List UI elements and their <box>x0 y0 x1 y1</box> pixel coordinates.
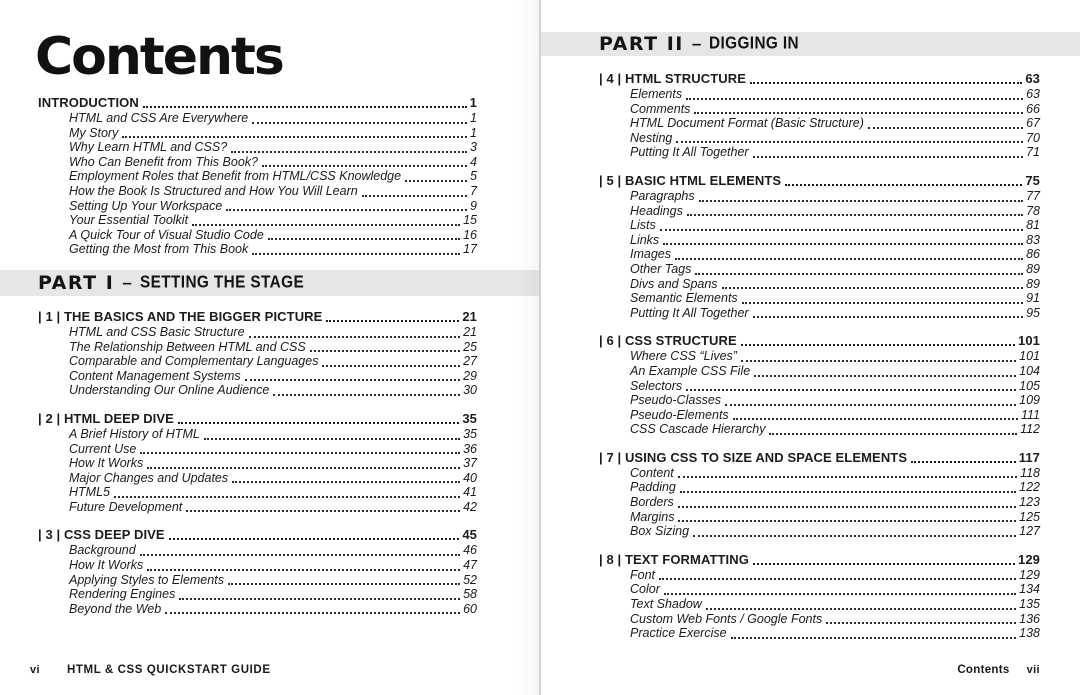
item-page-number: 127 <box>1019 524 1040 539</box>
item-label: Practice Exercise <box>630 626 727 641</box>
item-page-number: 35 <box>463 426 477 441</box>
toc-chapter-row <box>599 71 1040 86</box>
part-banner <box>541 32 1080 56</box>
item-page-number: 60 <box>463 601 477 616</box>
dot-leader <box>680 491 1016 493</box>
item-label: Content <box>630 465 674 480</box>
chapter-page-number: 63 <box>1025 71 1040 86</box>
item-label: Why Learn HTML and CSS? <box>69 140 228 155</box>
item-label: Borders <box>630 495 674 510</box>
item-page-number: 111 <box>1020 407 1040 422</box>
toc-item-row <box>38 325 477 340</box>
dot-leader <box>249 336 461 338</box>
right-page-sections <box>599 32 1040 641</box>
dot-leader <box>693 535 1016 537</box>
item-label: Nesting <box>630 130 673 145</box>
item-page-number: 123 <box>1019 495 1040 510</box>
toc-item-row <box>38 471 477 486</box>
dot-leader <box>911 461 1016 463</box>
item-page-number: 136 <box>1019 611 1040 626</box>
toc-item-row <box>38 383 477 398</box>
dot-leader <box>741 344 1015 346</box>
chapter-label: | 1 | THE BASICS AND THE BIGGER PICTURE <box>38 308 323 324</box>
toc-chapter <box>599 173 1040 320</box>
toc-item-row <box>38 602 477 617</box>
toc-chapter-row <box>599 450 1040 465</box>
dot-leader <box>147 467 460 469</box>
toc-item-row <box>38 199 477 214</box>
item-page-number: 17 <box>463 242 477 257</box>
dot-leader <box>686 389 1016 391</box>
item-label: Your Essential Toolkit <box>69 213 189 228</box>
toc-chapter-row <box>38 309 477 324</box>
item-page-number: 37 <box>463 456 477 471</box>
toc-item-row <box>599 102 1040 117</box>
item-page-number: 1 <box>470 125 477 140</box>
toc-item-row <box>38 228 477 243</box>
item-label: HTML and CSS Are Everywhere <box>69 111 249 125</box>
dot-leader <box>192 224 460 226</box>
item-label: Margins <box>630 509 675 524</box>
dot-leader <box>362 195 467 197</box>
item-page-number: 16 <box>463 227 477 242</box>
chapter-label: | 8 | TEXT FORMATTING <box>599 551 749 567</box>
dot-leader <box>326 320 459 322</box>
dot-leader <box>706 608 1016 610</box>
item-page-number: 81 <box>1026 218 1040 233</box>
item-page-number: 36 <box>463 441 477 456</box>
item-label: Pseudo-Elements <box>630 407 729 422</box>
item-page-number: 63 <box>1026 87 1040 101</box>
chapter-label: | 6 | CSS STRUCTURE <box>599 333 737 349</box>
item-label: Where CSS “Lives” <box>630 349 737 364</box>
toc-item-row <box>599 131 1040 146</box>
item-page-number: 89 <box>1026 276 1040 291</box>
left-footer-book-title: HTML & CSS QUICKSTART GUIDE <box>66 664 271 676</box>
toc-item-row <box>38 500 477 515</box>
toc-item-row <box>599 291 1040 306</box>
toc-item-row <box>599 145 1040 160</box>
chapter-label: | 4 | HTML STRUCTURE <box>599 71 746 86</box>
dot-leader <box>322 365 460 367</box>
toc-item-row <box>599 422 1040 437</box>
item-label: The Relationship Between HTML and CSS <box>69 339 306 354</box>
item-page-number: 89 <box>1026 261 1040 276</box>
left-footer-page-number: vi <box>30 664 40 676</box>
dot-leader <box>753 156 1024 158</box>
dot-leader <box>699 200 1023 202</box>
dot-leader <box>742 302 1023 304</box>
chapter-page-number: 117 <box>1018 449 1040 465</box>
dot-leader <box>179 598 460 600</box>
item-page-number: 95 <box>1026 305 1040 320</box>
dot-leader <box>232 481 460 483</box>
dot-leader <box>660 229 1023 231</box>
item-page-number: 83 <box>1026 232 1040 247</box>
dot-leader <box>310 350 460 352</box>
chapter-label: | 5 | BASIC HTML ELEMENTS <box>599 172 782 188</box>
right-page <box>541 0 1080 695</box>
part-label: PART II <box>599 33 684 55</box>
chapter-label: | 7 | USING CSS TO SIZE AND SPACE ELEMENTS <box>599 449 908 465</box>
dot-leader <box>785 184 1022 186</box>
left-page <box>0 0 539 695</box>
dot-leader <box>143 106 467 108</box>
toc-item-row <box>599 233 1040 248</box>
toc-chapter <box>599 552 1040 641</box>
item-label: Divs and Spans <box>630 276 718 291</box>
item-label: Lists <box>630 218 656 233</box>
dot-leader <box>114 496 460 498</box>
part-title: SETTING THE STAGE <box>139 272 304 292</box>
dot-leader <box>753 563 1015 565</box>
item-label: Headings <box>630 203 683 218</box>
dot-leader <box>659 578 1016 580</box>
toc-item-row <box>599 379 1040 394</box>
item-page-number: 101 <box>1019 349 1040 364</box>
dot-leader <box>165 612 460 614</box>
item-page-number: 9 <box>470 198 477 213</box>
dot-leader <box>687 214 1023 216</box>
item-label: Comments <box>630 101 691 116</box>
toc-item-row <box>599 466 1040 481</box>
item-page-number: 52 <box>463 572 477 587</box>
dot-leader <box>228 583 460 585</box>
dot-leader <box>753 316 1024 318</box>
item-page-number: 70 <box>1026 130 1040 145</box>
dot-leader <box>140 452 460 454</box>
toc-item-row <box>38 587 477 602</box>
item-page-number: 5 <box>470 169 477 184</box>
toc-item-row <box>599 568 1040 583</box>
toc-item-row <box>599 218 1040 233</box>
item-page-number: 42 <box>463 499 477 514</box>
item-label: HTML5 <box>69 485 110 500</box>
toc-item-row <box>38 442 477 457</box>
right-page-footer <box>957 664 1040 676</box>
chapter-page-number: 101 <box>1018 333 1040 349</box>
item-label: Text Shadow <box>630 597 702 612</box>
item-label: Setting Up Your Workspace <box>69 198 223 213</box>
contents-title: Contents <box>35 27 283 87</box>
item-label: CSS Cascade Hierarchy <box>630 422 766 437</box>
item-label: Major Changes and Updates <box>69 470 229 485</box>
item-label: Other Tags <box>630 261 692 276</box>
toc-chapter <box>599 71 1040 160</box>
dot-leader <box>722 287 1024 289</box>
dot-leader <box>733 418 1018 420</box>
toc-item-row <box>599 349 1040 364</box>
item-page-number: 58 <box>463 587 477 602</box>
dot-leader <box>826 622 1016 624</box>
toc-item-row <box>599 204 1040 219</box>
toc-item-row <box>599 612 1040 627</box>
toc-item-row <box>599 262 1040 277</box>
item-page-number: 40 <box>463 470 477 485</box>
item-page-number: 138 <box>1019 626 1040 641</box>
item-page-number: 21 <box>463 324 477 339</box>
toc-item-row <box>38 558 477 573</box>
item-label: Custom Web Fonts / Google Fonts <box>630 611 823 626</box>
item-label: Who Can Benefit from This Book? <box>69 154 258 169</box>
toc-item-row <box>599 626 1040 641</box>
right-footer-page-number: vii <box>1026 664 1040 676</box>
part-dash: – <box>691 34 702 53</box>
dot-leader <box>663 243 1023 245</box>
left-page-footer <box>30 664 271 676</box>
item-label: Elements <box>630 87 683 101</box>
item-label: Images <box>630 247 671 262</box>
item-label: How It Works <box>69 456 144 471</box>
toc-item-row <box>599 277 1040 292</box>
item-label: HTML and CSS Basic Structure <box>69 324 245 339</box>
item-page-number: 29 <box>463 368 477 383</box>
dot-leader <box>122 136 467 138</box>
part-title: DIGGING IN <box>709 33 800 53</box>
item-page-number: 41 <box>463 485 477 500</box>
toc-item-row <box>38 485 477 500</box>
item-page-number: 135 <box>1019 597 1040 612</box>
item-label: My Story <box>69 125 119 140</box>
dot-leader <box>678 476 1017 478</box>
dot-leader <box>741 360 1016 362</box>
left-page-sections <box>38 95 477 616</box>
toc-item-row <box>599 393 1040 408</box>
dot-leader <box>686 98 1023 100</box>
toc-chapter-row <box>38 95 477 110</box>
dot-leader <box>140 554 460 556</box>
toc-chapter <box>38 95 477 257</box>
toc-item-row <box>38 184 477 199</box>
item-page-number: 1 <box>470 111 477 125</box>
item-page-number: 112 <box>1020 422 1040 437</box>
dot-leader <box>226 209 467 211</box>
item-label: Beyond the Web <box>69 601 162 616</box>
toc-item-row <box>38 573 477 588</box>
toc-item-row <box>38 369 477 384</box>
dot-leader <box>731 637 1017 639</box>
dot-leader <box>725 404 1016 406</box>
item-label: Pseudo-Classes <box>630 393 722 408</box>
item-label: How the Book Is Structured and How You Will Learn <box>69 183 358 198</box>
toc-item-row <box>599 597 1040 612</box>
toc-chapter <box>599 333 1040 437</box>
part-dash: – <box>122 272 132 292</box>
toc-item-row <box>38 456 477 471</box>
item-label: Font <box>630 567 656 582</box>
item-page-number: 78 <box>1026 203 1040 218</box>
chapter-label: | 2 | HTML DEEP DIVE <box>38 410 174 426</box>
toc-chapter <box>38 309 477 398</box>
item-page-number: 109 <box>1019 393 1040 408</box>
chapter-page-number: 129 <box>1018 551 1040 567</box>
item-page-number: 4 <box>470 154 477 169</box>
toc-item-row <box>599 247 1040 262</box>
item-page-number: 129 <box>1019 567 1040 582</box>
item-label: Applying Styles to Elements <box>69 572 224 587</box>
toc-item-row <box>599 495 1040 510</box>
item-label: A Quick Tour of Visual Studio Code <box>69 227 264 242</box>
dot-leader <box>695 273 1023 275</box>
item-page-number: 30 <box>463 383 477 398</box>
toc-item-row <box>599 116 1040 131</box>
toc-item-row <box>38 126 477 141</box>
chapter-label: | 3 | CSS DEEP DIVE <box>38 527 165 543</box>
toc-chapter-row <box>599 173 1040 188</box>
item-page-number: 105 <box>1019 378 1040 393</box>
item-page-number: 67 <box>1026 116 1040 131</box>
toc-chapter <box>38 411 477 515</box>
dot-leader <box>204 438 460 440</box>
item-page-number: 71 <box>1026 145 1040 160</box>
item-page-number: 77 <box>1026 188 1040 203</box>
toc-item-row <box>38 427 477 442</box>
toc-item-row <box>599 524 1040 539</box>
toc-chapter-row <box>38 411 477 426</box>
item-page-number: 125 <box>1019 509 1040 524</box>
dot-leader <box>252 122 467 124</box>
item-label: Links <box>630 232 660 247</box>
item-page-number: 66 <box>1026 101 1040 116</box>
item-page-number: 134 <box>1019 582 1040 597</box>
dot-leader <box>268 238 460 240</box>
item-page-number: 7 <box>470 183 477 198</box>
toc-chapter <box>599 450 1040 539</box>
chapter-page-number: 21 <box>462 308 477 324</box>
item-label: Rendering Engines <box>69 587 176 602</box>
dot-leader <box>678 520 1016 522</box>
toc-item-row <box>38 169 477 184</box>
toc-item-row <box>599 582 1040 597</box>
item-page-number: 46 <box>463 543 477 558</box>
item-page-number: 47 <box>463 558 477 573</box>
dot-leader <box>169 538 460 540</box>
dot-leader <box>678 506 1016 508</box>
item-label: HTML Document Format (Basic Structure) <box>630 116 864 131</box>
toc-item-row <box>38 140 477 155</box>
dot-leader <box>675 258 1023 260</box>
toc-item-row <box>38 155 477 170</box>
item-label: Semantic Elements <box>630 291 738 306</box>
toc-item-row <box>38 213 477 228</box>
toc-item-row <box>38 543 477 558</box>
toc-item-row <box>38 340 477 355</box>
item-label: Comparable and Complementary Languages <box>69 354 319 369</box>
right-footer-section-label: Contents <box>957 664 1010 676</box>
dot-leader <box>178 422 459 424</box>
toc-item-row <box>599 364 1040 379</box>
item-page-number: 27 <box>463 354 477 369</box>
chapter-page-number: 75 <box>1025 172 1040 188</box>
toc-item-row <box>599 408 1040 423</box>
dot-leader <box>186 510 460 512</box>
toc-chapter-row <box>599 333 1040 348</box>
toc-item-row <box>599 480 1040 495</box>
chapter-page-number: 1 <box>469 95 477 110</box>
dot-leader <box>868 127 1023 129</box>
item-page-number: 15 <box>463 213 477 228</box>
item-label: Color <box>630 582 660 597</box>
dot-leader <box>664 593 1016 595</box>
item-label: Employment Roles that Benefit from HTML/CSS Knowledge <box>69 169 402 184</box>
dot-leader <box>262 165 467 167</box>
chapter-label: INTRODUCTION <box>38 95 139 110</box>
dot-leader <box>694 112 1023 114</box>
dot-leader <box>252 253 460 255</box>
item-page-number: 3 <box>470 140 477 155</box>
dot-leader <box>273 394 460 396</box>
item-label: Selectors <box>630 378 683 393</box>
item-label: Understanding Our Online Audience <box>69 383 270 398</box>
part-label: PART I <box>38 271 115 294</box>
item-page-number: 25 <box>463 339 477 354</box>
toc-chapter-row <box>38 527 477 542</box>
item-label: Padding <box>630 480 676 495</box>
item-label: Background <box>69 543 136 558</box>
toc-item-row <box>599 510 1040 525</box>
item-page-number: 86 <box>1026 247 1040 262</box>
item-label: Putting It All Together <box>630 145 749 160</box>
dot-leader <box>754 375 1016 377</box>
dot-leader <box>231 151 467 153</box>
item-label: An Example CSS File <box>630 363 751 378</box>
chapter-page-number: 35 <box>462 410 477 426</box>
item-label: Content Management Systems <box>69 368 241 383</box>
dot-leader <box>147 569 460 571</box>
item-label: How It Works <box>69 558 144 573</box>
item-page-number: 91 <box>1026 291 1040 306</box>
toc-chapter <box>38 527 477 616</box>
item-page-number: 118 <box>1020 465 1040 480</box>
dot-leader <box>245 379 460 381</box>
part-banner <box>0 270 539 296</box>
item-label: Paragraphs <box>630 188 695 203</box>
item-label: Getting the Most from This Book <box>69 242 249 257</box>
toc-item-row <box>38 242 477 257</box>
toc-item-row <box>599 189 1040 204</box>
toc-item-row <box>38 111 477 126</box>
item-label: Putting It All Together <box>630 305 749 320</box>
item-page-number: 122 <box>1019 480 1040 495</box>
item-label: Future Development <box>69 499 183 514</box>
dot-leader <box>405 180 467 182</box>
chapter-page-number: 45 <box>462 527 477 543</box>
dot-leader <box>769 433 1017 435</box>
item-label: A Brief History of HTML <box>69 426 200 441</box>
toc-chapter-row <box>599 552 1040 567</box>
item-label: Box Sizing <box>630 524 690 539</box>
dot-leader <box>750 82 1022 84</box>
toc-item-row <box>599 87 1040 102</box>
toc-item-row <box>599 306 1040 321</box>
item-label: Current Use <box>69 441 137 456</box>
dot-leader <box>676 141 1023 143</box>
item-page-number: 104 <box>1019 363 1040 378</box>
toc-item-row <box>38 354 477 369</box>
